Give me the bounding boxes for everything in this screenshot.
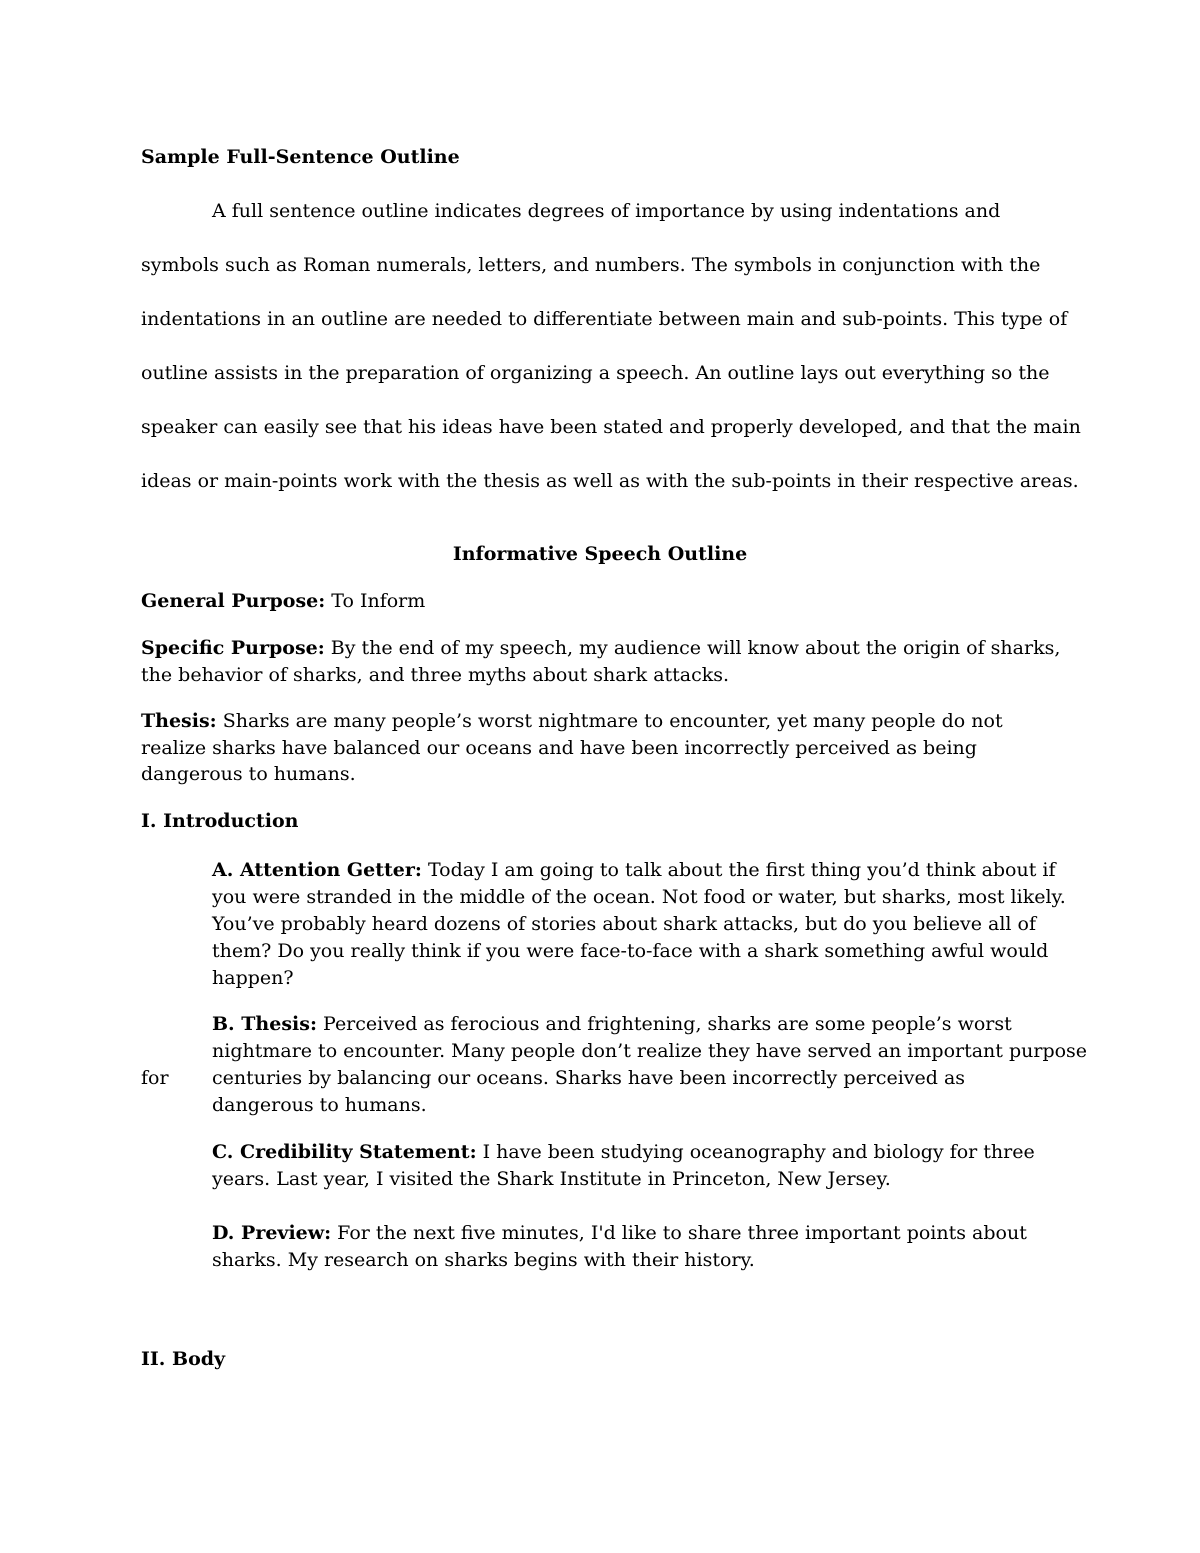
intro-line: speaker can easily see that his ideas have been stated and properly developed, and that the main [141, 416, 1081, 438]
section-body-heading: II. Body [141, 1348, 226, 1370]
credibility-line: years. Last year, I visited the Shark Institute in Princeton, New Jersey. [212, 1168, 891, 1190]
preview-line: For the next five minutes, I'd like to share three important points about [331, 1222, 1027, 1244]
attention-getter-line: happen? [212, 967, 294, 989]
attention-getter [212, 857, 1072, 992]
stray-word: for [141, 1067, 169, 1089]
specific-purpose-text: By the end of my speech, my audience will know about the origin of sharks, the behavior of sharks, and three myths about shark attacks. [141, 637, 1061, 686]
preview-label: D. Preview: [212, 1222, 332, 1244]
attention-getter-line: You’ve probably heard dozens of stories about shark attacks, but do you believe all of [212, 913, 1036, 935]
credibility-statement [212, 1139, 1072, 1193]
attention-getter-line: them? Do you really think if you were face-to-face with a shark something awful would [212, 940, 1049, 962]
credibility-line: I have been studying oceanography and biology for three [476, 1141, 1035, 1163]
intro-line: ideas or main-points work with the thesis as well as with the sub-points in their respective areas. [141, 470, 1079, 492]
intro-line: A full sentence outline indicates degrees of importance by using indentations and [212, 200, 1001, 222]
general-purpose-label: General Purpose: [141, 590, 326, 612]
thesis-label: Thesis: [141, 710, 217, 732]
intro-line: indentations in an outline are needed to differentiate between main and sub-points. This type of [141, 308, 1068, 330]
sub-thesis-line: centuries by balancing our oceans. Sharks have been incorrectly perceived as [212, 1067, 966, 1089]
sub-thesis [212, 1011, 1088, 1119]
sub-thesis-line: nightmare to encounter. Many people don’t realize they have served an important purpose [212, 1040, 1088, 1062]
preview [212, 1220, 1072, 1274]
intro-line: symbols such as Roman numerals, letters, and numbers. The symbols in conjunction with the [141, 254, 1041, 276]
general-purpose [141, 588, 1061, 615]
document-title: Sample Full-Sentence Outline [141, 146, 460, 168]
sub-thesis-line: dangerous to humans. [212, 1094, 427, 1116]
preview-line: sharks. My research on sharks begins with their history. [212, 1249, 755, 1271]
specific-purpose [141, 635, 1061, 688]
sub-thesis-line: Perceived as ferocious and frightening, sharks are some people’s worst [316, 1013, 1012, 1035]
section-introduction-heading: I. Introduction [141, 810, 299, 832]
intro-line: outline assists in the preparation of organizing a speech. An outline lays out everything so the [141, 362, 1050, 384]
attention-getter-line: you were stranded in the middle of the ocean. Not food or water, but sharks, most likely. [212, 886, 1066, 908]
specific-purpose-label: Specific Purpose: [141, 637, 325, 659]
thesis-text: Sharks are many people’s worst nightmare to encounter, yet many people do not realize sharks have balanced our oceans and have been incorrectly perceived as being dangerous to humans. [141, 710, 1003, 785]
sub-thesis-label: B. Thesis: [212, 1013, 317, 1035]
outline-heading: Informative Speech Outline [452, 543, 748, 565]
attention-getter-line: Today I am going to talk about the first thing you’d think about if [421, 859, 1056, 881]
thesis-statement [141, 708, 1061, 788]
general-purpose-text: To Inform [325, 590, 426, 612]
attention-getter-label: A. Attention Getter: [212, 859, 422, 881]
credibility-label: C. Credibility Statement: [212, 1141, 477, 1163]
